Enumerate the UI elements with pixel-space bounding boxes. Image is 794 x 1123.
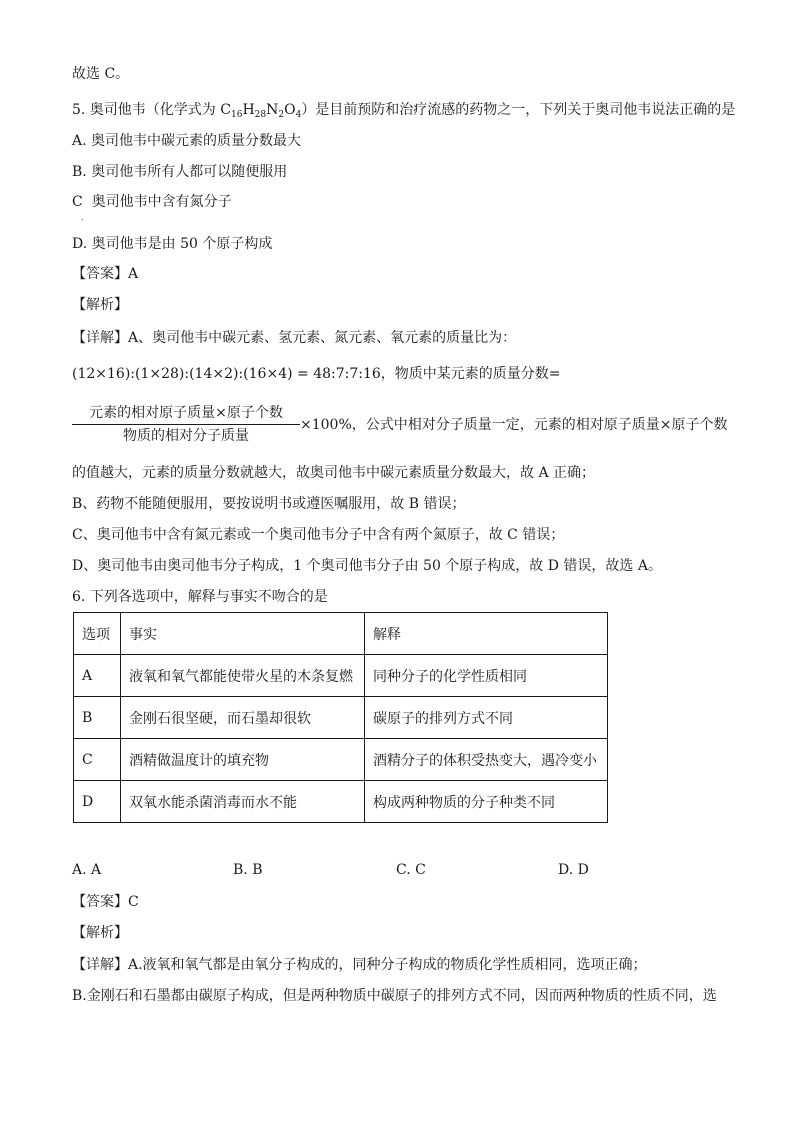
analysis-6-label: 【解析】 [72, 925, 128, 941]
answer-5: 【答案】A [72, 266, 139, 282]
table-cell: 酒精分子的体积受热变大，遇冷变小 [365, 739, 608, 781]
q6-option-c: C. C [396, 862, 426, 878]
mass-fraction-formula [72, 403, 300, 446]
option-c-dot: . [81, 213, 84, 222]
detail-5-d: D、奥司他韦由奥司他韦分子构成，1 个奥司他韦分子由 50 个原子构成，故 D 错误，故选 A。 [72, 558, 662, 574]
option-c: C 奥司他韦中含有氮分子 [72, 194, 232, 210]
table-row [74, 655, 608, 697]
fraction-numerator: 元素的相对原子质量×原子个数 [89, 405, 283, 421]
table-cell: 双氧水能杀菌消毒而水不能 [121, 781, 365, 823]
answer-6: 【答案】C [72, 894, 139, 910]
detail-6-b: B.金刚石和石墨都由碳原子构成，但是两种物质中碳原子的排列方式不同，因而两种物质的性质不同，选 [72, 988, 717, 1004]
mass-ratio-formula: (12×16):(1×28):(14×2):(16×4) = 48:7:7:16，物质中某元素的质量分数= [72, 366, 561, 382]
table-header-cell: 事实 [121, 613, 365, 655]
option-b: B. 奥司他韦所有人都可以随便服用 [72, 164, 288, 180]
option-a: A. 奥司他韦中碳元素的质量分数最大 [72, 133, 302, 149]
q6-option-a: A. A [72, 862, 102, 878]
q6-option-b: B. B [233, 862, 263, 878]
fraction-bar [72, 424, 300, 425]
table-header-row [74, 613, 608, 655]
table-cell: C [74, 739, 121, 781]
table-row [74, 739, 608, 781]
table-header-cell: 解释 [365, 613, 608, 655]
table-cell: 碳原子的排列方式不同 [365, 697, 608, 739]
detail-5-c: C、奥司他韦中含有氮元素或一个奥司他韦分子中含有两个氮原子，故 C 错误； [72, 527, 565, 543]
table-cell: 酒精做温度计的填充物 [121, 739, 365, 781]
table-cell: D [74, 781, 121, 823]
table-row [74, 697, 608, 739]
fraction-tail: ×100%，公式中相对分子质量一定，元素的相对原子质量×原子个数 [300, 417, 728, 433]
detail-5-b: B、药物不能随便服用，要按说明书或遵医嘱服用，故 B 错误； [72, 496, 466, 512]
table-cell: 金刚石很坚硬，而石墨却很软 [121, 697, 365, 739]
table-cell: 同种分子的化学性质相同 [365, 655, 608, 697]
table-cell: B [74, 697, 121, 739]
detail-5-line-2: 的值越大，元素的质量分数就越大，故奥司他韦中碳元素质量分数最大，故 A 正确； [72, 465, 596, 481]
comparison-table [73, 612, 608, 823]
table-row [74, 781, 608, 823]
q6-option-d: D. D [558, 862, 589, 878]
question-6-stem: 6. 下列各选项中，解释与事实不吻合的是 [72, 589, 328, 605]
option-d: D. 奥司他韦是由 50 个原子构成 [72, 236, 273, 252]
detail-5-line-1: 【详解】A、奥司他韦中碳元素、氢元素、氮元素、氧元素的质量比为： [72, 330, 517, 346]
table-cell: 构成两种物质的分子种类不同 [365, 781, 608, 823]
table-header-cell: 选项 [74, 613, 121, 655]
table-cell: 液氧和氧气都能使带火星的木条复燃 [121, 655, 365, 697]
question-5-stem: 5. 奥司他韦（化学式为 $C_{16}H_{28}N_2O_4$）是目前预防和治疗流感的药物之一，下列关于奥司他韦说法正确的是 [72, 102, 736, 120]
detail-6-a: 【详解】A.液氧和氧气都是由氧分子构成的，同种分子构成的物质化学性质相同，选项正确； [72, 957, 647, 973]
conclusion-line: 故选 C。 [72, 66, 130, 82]
fraction-denominator: 物质的相对分子质量 [123, 428, 249, 444]
table-cell: A [74, 655, 121, 697]
analysis-5-label: 【解析】 [72, 297, 128, 313]
